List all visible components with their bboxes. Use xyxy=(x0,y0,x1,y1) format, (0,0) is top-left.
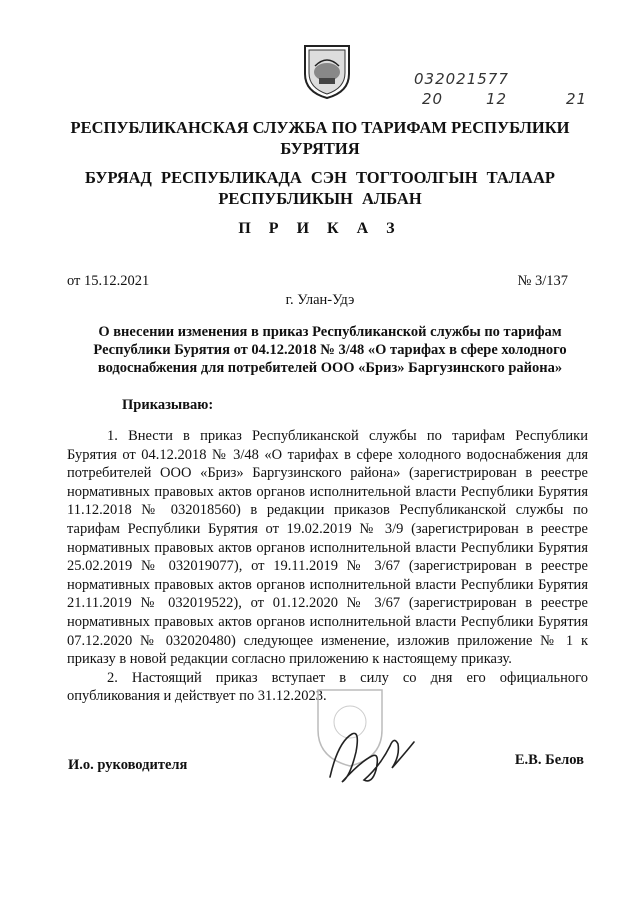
organization-name-ru: РЕСПУБЛИКАНСКАЯ СЛУЖБА ПО ТАРИФАМ РЕСПУБЛИКИ БУРЯТИЯ xyxy=(70,118,570,158)
registration-year: 21 xyxy=(566,90,588,108)
handwritten-signature xyxy=(320,722,420,792)
document-type-title: П Р И К А З xyxy=(238,220,402,237)
document-subject: О внесении изменения в приказ Республиканской службы по тарифам Республики Бурятия от 04.12.2018 № 3/48 «О тарифах в сфере холодного водоснабжения для потребителей ООО «Бриз» Баргузинского района» xyxy=(93,324,567,376)
registration-month: 12 xyxy=(486,90,508,108)
document-body xyxy=(67,427,588,706)
registration-handwritten-note xyxy=(400,70,600,114)
paragraph-2: 2. Настоящий приказ вступает в силу со дня его официального опубликования и действует по 31.12.2023. xyxy=(67,669,588,705)
coat-of-arms-emblem xyxy=(301,40,353,100)
signatory-title: И.о. руководителя xyxy=(68,757,188,773)
organization-name-buryat: БУРЯАД РЕСПУБЛИКАДА СЭН ТОГТООЛГЫН ТАЛААР РЕСПУБЛИКЫН АЛБАН xyxy=(85,168,555,208)
document-city: г. Улан-Удэ xyxy=(285,292,355,308)
document-date: от 15.12.2021 xyxy=(67,273,150,289)
signatory-name: Е.В. Белов xyxy=(514,752,584,768)
document-number: № 3/137 xyxy=(517,273,568,289)
order-label: Приказываю: xyxy=(122,397,214,413)
registration-number: 032021577 xyxy=(414,70,509,88)
registration-day: 20 xyxy=(422,90,444,108)
paragraph-1: 1. Внести в приказ Республиканской службы по тарифам Республики Бурятия от 04.12.2018 № 3/48 «О тарифах в сфере холодного водоснабжения для потребителей ООО «Бриз» Баргузинского района» (зарегистрирован в реестре нормативных правовых актов органов исполнительной власти Республики Бурятия 11.12.2018 № 032018560) в редакции приказов Республиканской службы по тарифам Республики Бурятия от 19.02.2019 № 3/9 (зарегистрирован в реестре нормативных правовых актов органов исполнительной власти Республики Бурятия 25.02.2019 № 032019077), от 19.11.2019 № 3/67 (зарегистрирован в реестре нормативных правовых актов органов исполнительной власти Республики Бурятия 21.11.2019 № 032019522), от 01.12.2020 № 3/67 (зарегистрирован в реестре нормативных правовых актов органов исполнительной власти Республики Бурятия 07.12.2020 № 032020480) следующее изменение, изложив приложение № 1 к приказу в новой редакции согласно приложению к настоящему приказу. xyxy=(67,428,588,668)
